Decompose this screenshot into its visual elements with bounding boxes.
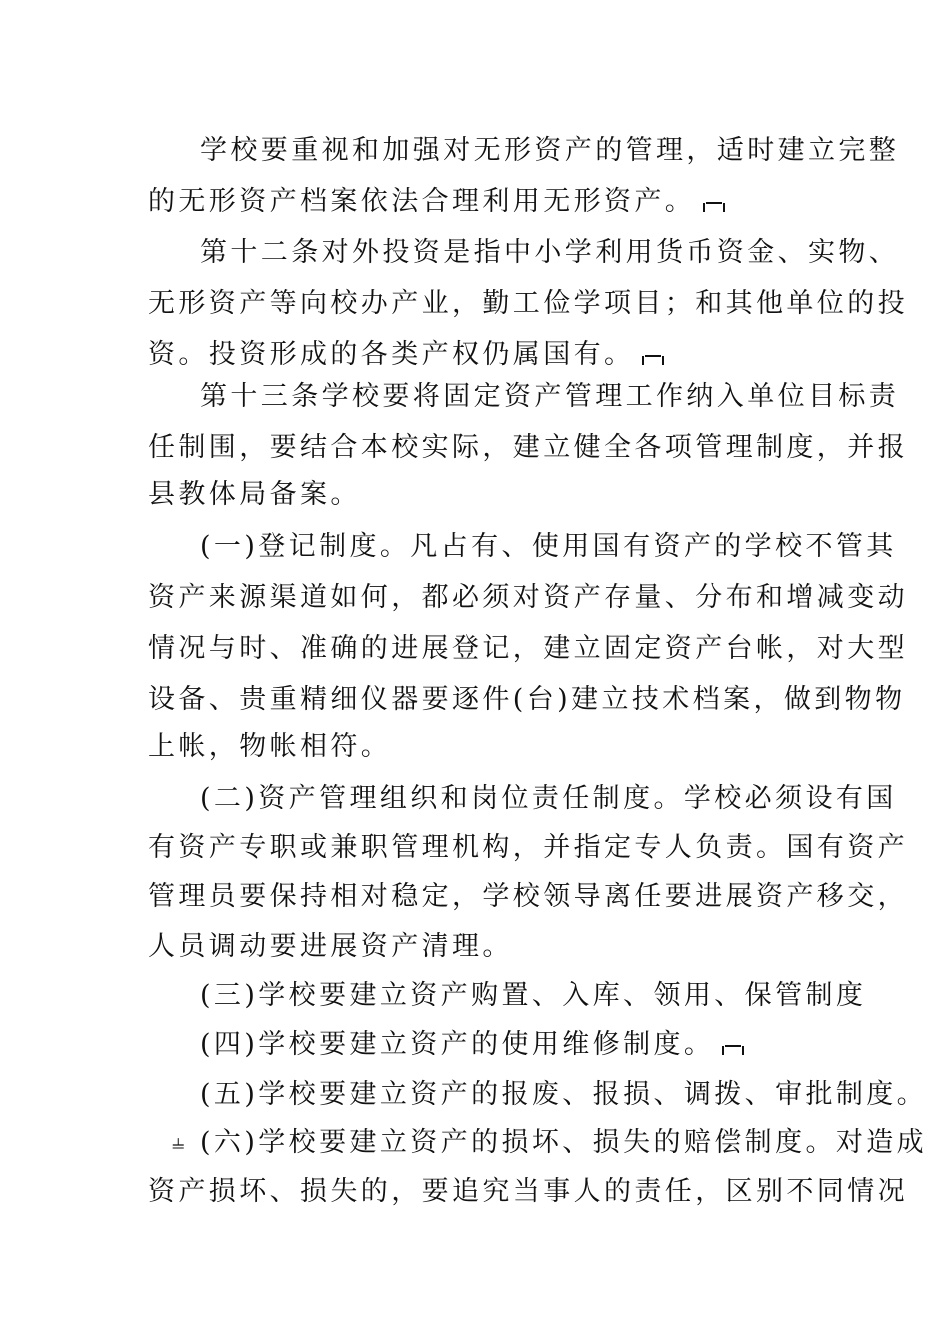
text-line <box>200 134 899 168</box>
text-line-content: 第十二条对外投资是指中小学利用货币资金、实物、 <box>200 237 900 268</box>
text-line-content: (二)资产管理组织和岗位责任制度。学校必须设有国 <box>200 783 897 814</box>
text-line <box>148 185 725 219</box>
text-line <box>148 287 908 321</box>
text-line-content: 管理员要保持相对稳定，学校领导离任要进展资产移交， <box>148 881 908 912</box>
text-line-content: 任制围，要结合本校实际，建立健全各项管理制度，并报 <box>148 432 908 463</box>
text-line-content: (五)学校要建立资产的报废、报损、调拨、审批制度。 <box>200 1079 928 1110</box>
text-line <box>148 478 361 512</box>
text-line-content: 情况与时、准确的进展登记，建立固定资产台帐，对大型 <box>148 633 908 664</box>
text-line-content: 资。投资形成的各类产权仍属国有。 <box>148 339 635 370</box>
text-line <box>200 1078 927 1112</box>
stray-mark: ⫨ <box>172 1130 185 1155</box>
text-line <box>200 1028 744 1062</box>
text-line <box>148 930 513 964</box>
text-line-content: (四)学校要建立资产的使用维修制度。 <box>200 1029 715 1060</box>
text-line-content: 资产来源渠道如何，都必须对资产存量、分布和增减变动 <box>148 582 908 613</box>
text-line <box>200 236 899 270</box>
text-line <box>200 979 866 1013</box>
text-line <box>148 632 908 666</box>
text-line-content: (一)登记制度。凡占有、使用国有资产的学校不管其 <box>200 531 897 562</box>
text-line <box>148 683 905 717</box>
text-line-content: 资产损坏、损失的，要追究当事人的责任，区别不同情况 <box>148 1176 908 1207</box>
text-line <box>200 380 899 414</box>
text-line-content: 有资产专职或兼职管理机构，并指定专人负责。国有资产 <box>148 832 908 863</box>
text-line <box>148 730 391 764</box>
edit-mark-icon <box>703 202 725 212</box>
text-line-content: 人员调动要进展资产清理。 <box>148 931 513 962</box>
text-line <box>148 338 664 372</box>
text-line-content: 上帐，物帐相符。 <box>148 731 392 762</box>
edit-mark-icon <box>722 1045 744 1055</box>
text-line-content: 无形资产等向校办产业，勤工俭学项目；和其他单位的投 <box>148 288 908 319</box>
text-line-content: 设备、贵重精细仪器要逐件(台)建立技术档案，做到物物 <box>148 684 906 715</box>
edit-mark-icon <box>642 355 664 365</box>
text-line <box>148 431 908 465</box>
text-line <box>148 1175 908 1209</box>
text-line-content: 县教体局备案。 <box>148 479 361 510</box>
text-line <box>200 1126 927 1160</box>
text-line-content: 的无形资产档案依法合理利用无形资产。 <box>148 186 696 217</box>
text-line-content: (三)学校要建立资产购置、入库、领用、保管制度 <box>200 980 867 1011</box>
text-line-content: 学校要重视和加强对无形资产的管理，适时建立完整 <box>200 135 900 166</box>
text-line <box>148 880 908 914</box>
text-line <box>148 831 908 865</box>
text-line-content: (六)学校要建立资产的损坏、损失的赔偿制度。对造成 <box>200 1127 928 1158</box>
text-line <box>200 782 897 816</box>
text-line-content: 第十三条学校要将固定资产管理工作纳入单位目标责 <box>200 381 900 412</box>
text-line <box>200 530 897 564</box>
text-line <box>148 581 908 615</box>
